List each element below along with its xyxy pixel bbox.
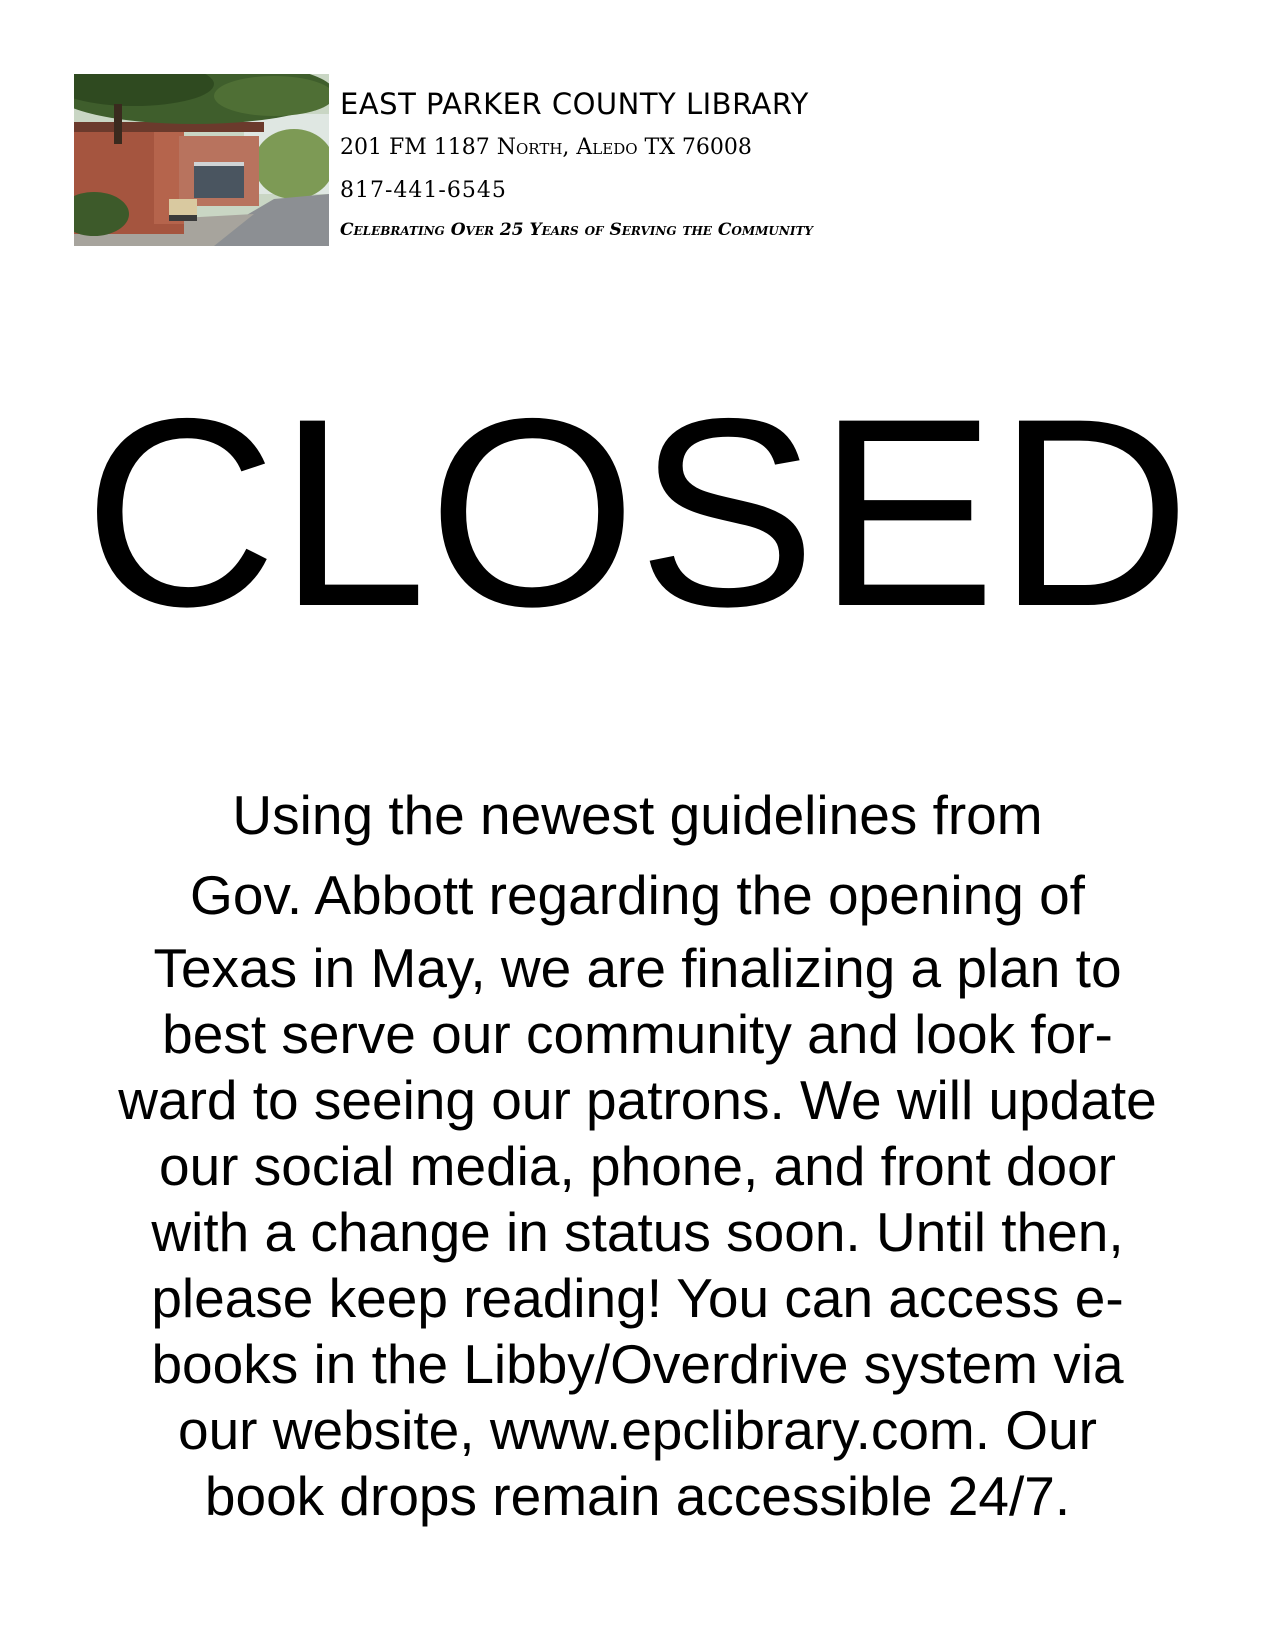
notice-line: book drops remain accessible 24/7.: [204, 1465, 1071, 1527]
library-tagline: Celebrating Over 25 Years of Serving the Community: [340, 220, 813, 240]
notice-line: best serve our community and look for-: [162, 1003, 1113, 1065]
notice-line: Using the newest guidelines from: [232, 784, 1043, 846]
notice-line: with a change in status soon. Until then,: [151, 1201, 1124, 1263]
notice-line: please keep reading! You can access e-: [151, 1267, 1124, 1329]
notice-line: ward to seeing our patrons. We will update: [118, 1069, 1157, 1131]
library-header: [340, 86, 1040, 241]
notice-line: Gov. Abbott regarding the opening of: [190, 864, 1085, 926]
notice-line: our social media, phone, and front door: [159, 1135, 1116, 1197]
library-name: EAST PARKER COUNTY LIBRARY: [340, 87, 809, 121]
notice-line: books in the Libby/Overdrive system via: [151, 1333, 1124, 1395]
library-building-photo: [74, 74, 329, 246]
notice-line: Texas in May, we are finalizing a plan to: [153, 937, 1122, 999]
library-phone: 817-441-6545: [340, 178, 507, 203]
notice-line: our website, www.epclibrary.com. Our: [178, 1399, 1097, 1461]
closed-heading: CLOSED: [83, 362, 1192, 662]
library-address: 201 FM 1187 North, Aledo TX 76008: [340, 135, 752, 160]
closure-notice: [60, 775, 1215, 1529]
